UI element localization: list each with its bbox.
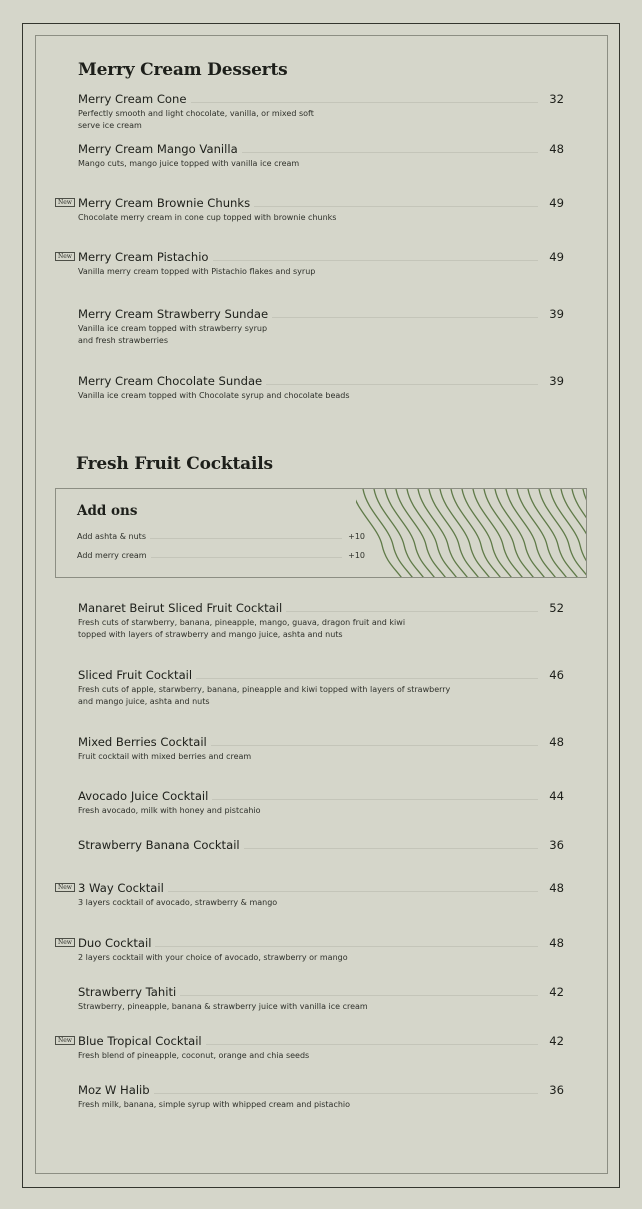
item-description: Strawberry, pineapple, banana & strawberry juice with vanilla ice cream: [78, 1002, 368, 1011]
new-badge: New: [55, 252, 75, 261]
menu-item: [78, 307, 564, 347]
item-name: Sliced Fruit Cocktail: [78, 668, 193, 682]
dotted-leader: [155, 946, 538, 947]
item-name: Merry Cream Strawberry Sundae: [78, 307, 269, 321]
menu-item: [78, 838, 564, 852]
dotted-leader: [266, 384, 538, 385]
item-name: Avocado Juice Cocktail: [78, 789, 209, 803]
dotted-leader: [286, 611, 538, 612]
dotted-leader: [213, 260, 538, 261]
section-title-cocktails: Fresh Fruit Cocktails: [76, 454, 273, 474]
item-price: 44: [549, 789, 564, 803]
item-description: Vanilla ice cream topped with Chocolate syrup and chocolate beads: [78, 391, 350, 400]
dotted-leader: [151, 557, 343, 558]
item-name: Manaret Beirut Sliced Fruit Cocktail: [78, 601, 283, 615]
dotted-leader: [196, 678, 538, 679]
item-name: 3 Way Cocktail: [78, 881, 164, 895]
item-description: Fresh cuts of apple, starwberry, banana, pineapple and kiwi topped with layers of strawberry and mango juice, ashta and nuts: [78, 685, 451, 706]
item-price: 46: [549, 668, 564, 682]
new-badge: New: [55, 883, 75, 892]
item-price: 48: [549, 936, 564, 950]
item-price: 32: [549, 92, 564, 106]
new-badge: New: [55, 938, 75, 947]
dotted-leader: [242, 152, 538, 153]
item-description: Perfectly smooth and light chocolate, vanilla, or mixed soft serve ice cream: [78, 109, 314, 130]
item-description: Chocolate merry cream in cone cup topped with brownie chunks: [78, 213, 337, 222]
addons-title: Add ons: [77, 503, 138, 519]
item-price: 42: [549, 985, 564, 999]
item-price: 52: [549, 601, 564, 615]
section-title-desserts: Merry Cream Desserts: [78, 60, 288, 80]
item-price: 48: [549, 142, 564, 156]
item-description: 3 layers cocktail of avocado, strawberry & mango: [78, 898, 278, 907]
item-name: Strawberry Tahiti: [78, 985, 177, 999]
menu-item: [58, 250, 564, 278]
item-name: Merry Cream Chocolate Sundae: [78, 374, 263, 388]
item-price: 39: [549, 374, 564, 388]
menu-item: [58, 196, 564, 224]
item-name: Moz W Halib: [78, 1083, 150, 1097]
menu-item: [78, 601, 564, 641]
item-name: Merry Cream Brownie Chunks: [78, 196, 251, 210]
menu-item: [78, 668, 564, 708]
item-name: Strawberry Banana Cocktail: [78, 838, 240, 852]
item-price: 42: [549, 1034, 564, 1048]
item-price: 49: [549, 250, 564, 264]
wave-line: [356, 489, 404, 578]
dotted-leader: [211, 745, 538, 746]
dotted-leader: [154, 1093, 538, 1094]
addon-item: [77, 551, 365, 560]
item-name: Blue Tropical Cocktail: [78, 1034, 202, 1048]
item-name: Merry Cream Mango Vanilla: [78, 142, 238, 156]
item-name: Duo Cocktail: [78, 936, 152, 950]
item-price: 36: [549, 838, 564, 852]
menu-item: [78, 142, 564, 170]
new-badge: New: [55, 1036, 75, 1045]
item-price: 39: [549, 307, 564, 321]
addons-box: [55, 488, 587, 578]
item-description: Vanilla ice cream topped with strawberry syrup and fresh strawberries: [78, 324, 268, 345]
menu-item: [58, 936, 564, 964]
item-description: Fresh milk, banana, simple syrup with whipped cream and pistachio: [78, 1100, 351, 1109]
menu-item: [78, 789, 564, 817]
menu-item: [78, 92, 564, 132]
item-price: 36: [549, 1083, 564, 1097]
item-name: Merry Cream Pistachio: [78, 250, 209, 264]
menu-item: [78, 735, 564, 763]
dotted-leader: [168, 891, 538, 892]
item-description: 2 layers cocktail with your choice of avocado, strawberry or mango: [78, 953, 348, 962]
item-name: Mixed Berries Cocktail: [78, 735, 207, 749]
wave-lines-decoration: [356, 489, 587, 578]
wave-line: [583, 489, 587, 578]
addon-name: Add merry cream: [77, 551, 147, 560]
dotted-leader: [212, 799, 538, 800]
item-description: Fruit cocktail with mixed berries and cream: [78, 752, 252, 761]
addon-item: [77, 532, 365, 541]
item-name: Merry Cream Cone: [78, 92, 187, 106]
dotted-leader: [150, 538, 342, 539]
dotted-leader: [180, 995, 538, 996]
dotted-leader: [244, 848, 538, 849]
menu-item: [58, 881, 564, 909]
dotted-leader: [254, 206, 538, 207]
addon-name: Add ashta & nuts: [77, 532, 146, 541]
menu-item: [58, 1034, 564, 1062]
item-price: 48: [549, 881, 564, 895]
new-badge: New: [55, 198, 75, 207]
item-description: Vanilla merry cream topped with Pistachio flakes and syrup: [78, 267, 316, 276]
dotted-leader: [191, 102, 538, 103]
addon-price: +10: [348, 532, 365, 541]
addon-price: +10: [348, 551, 365, 560]
dotted-leader: [272, 317, 538, 318]
dotted-leader: [206, 1044, 538, 1045]
item-price: 49: [549, 196, 564, 210]
item-price: 48: [549, 735, 564, 749]
wave-line: [561, 489, 587, 578]
item-description: Fresh cuts of starwberry, banana, pineapple, mango, guava, dragon fruit and kiwi topped with layers of strawberry and mango juice, ashta and nuts: [78, 618, 406, 639]
wave-line: [539, 489, 587, 578]
item-description: Mango cuts, mango juice topped with vanilla ice cream: [78, 159, 300, 168]
menu-item: [78, 1083, 564, 1111]
item-description: Fresh avocado, milk with honey and pistcahio: [78, 806, 261, 815]
menu-item: [78, 374, 564, 402]
menu-item: [78, 985, 564, 1013]
item-description: Fresh blend of pineapple, coconut, orange and chia seeds: [78, 1051, 310, 1060]
wave-line: [572, 489, 587, 578]
